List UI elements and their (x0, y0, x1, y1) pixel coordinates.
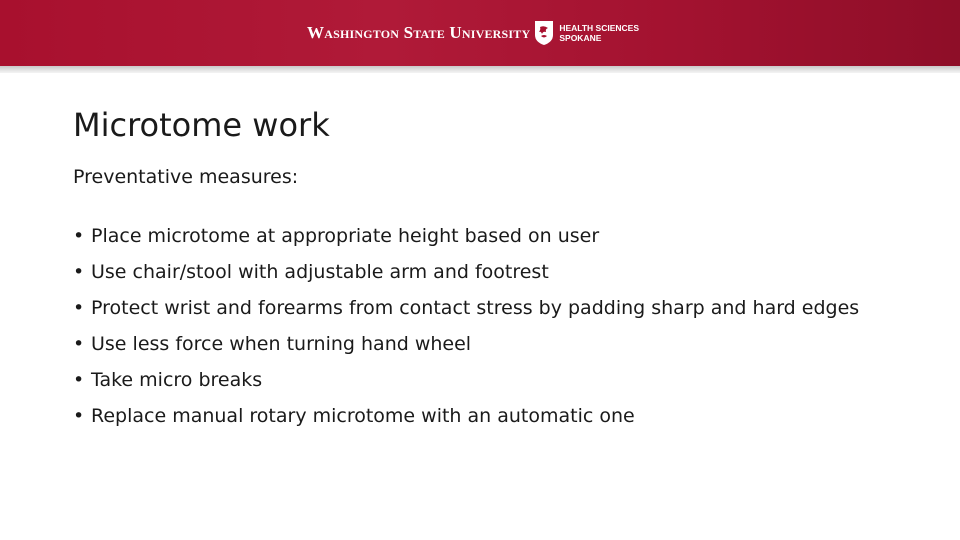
list-item (73, 294, 859, 330)
header-divider (0, 66, 960, 73)
list-item-text: Replace manual rotary microtome with an automatic one (91, 405, 635, 427)
cougar-shield-icon (534, 20, 554, 46)
campus-name-line1: HEALTH SCIENCES (559, 23, 640, 33)
university-wordmark: Washington State University (307, 23, 531, 42)
list-item-text: Take micro breaks (91, 369, 263, 391)
slide-subtitle: Preventative measures: (73, 166, 299, 188)
list-item (73, 330, 859, 366)
list-item-text: Use less force when turning hand wheel (91, 333, 472, 355)
bullet-list (73, 222, 859, 438)
bullet-dot-icon: • (73, 405, 85, 427)
bullet-dot-icon: • (73, 333, 85, 355)
bullet-dot-icon: • (73, 369, 85, 391)
list-item (73, 402, 859, 438)
bullet-dot-icon: • (73, 297, 85, 319)
campus-name-line2: SPOKANE (559, 33, 602, 43)
list-item (73, 366, 859, 402)
list-item-text: Protect wrist and forearms from contact stress by padding sharp and hard edges (91, 297, 860, 319)
list-item (73, 222, 859, 258)
bullet-dot-icon: • (73, 261, 85, 283)
university-logo (307, 18, 639, 48)
list-item (73, 258, 859, 294)
slide-title: Microtome work (73, 106, 330, 144)
list-item-text: Place microtome at appropriate height based on user (91, 225, 600, 247)
campus-name (559, 23, 639, 43)
bullet-dot-icon: • (73, 225, 85, 247)
list-item-text: Use chair/stool with adjustable arm and footrest (91, 261, 549, 283)
